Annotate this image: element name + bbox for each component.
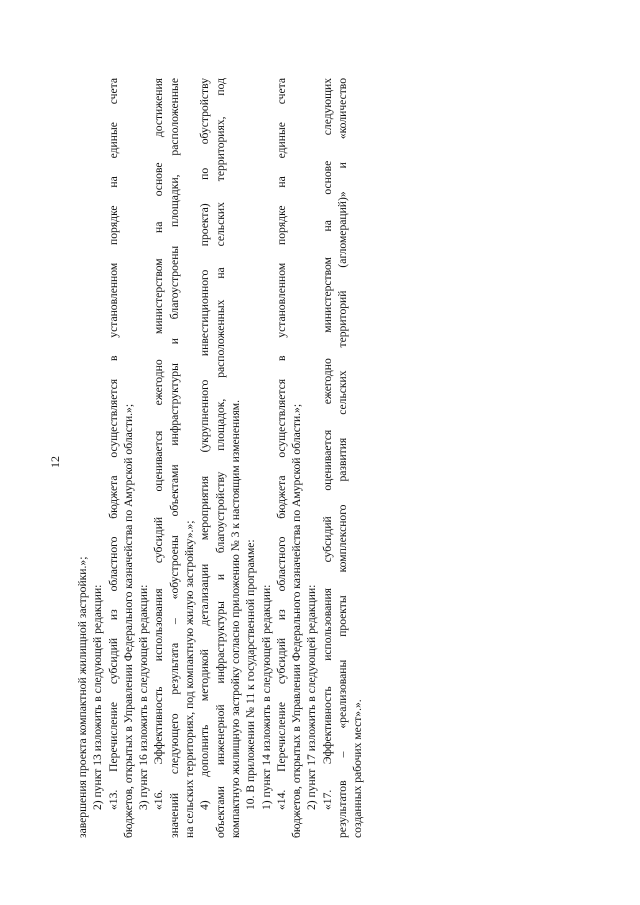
text-line: 10. В приложении № 11 к государственной программе: (244, 539, 258, 810)
text-line: «17. Эффективность использования субсидий оценивается ежегодно министерством на основе следующих (320, 78, 334, 810)
text-line: 4) дополнить методикой детализации мероприятия (укрупненного инвестиционного проекта) по обустройству (198, 78, 212, 810)
document-body (75, 58, 366, 838)
text-line: «16. Эффективность использования субсидий оценивается ежегодно министерством на основе достижения (152, 78, 166, 810)
text-line: значений следующего результата – «обустроены объектами инфраструктуры и благоустроены площадки, расположенные (167, 78, 181, 838)
text-line: созданных рабочих мест».». (351, 699, 365, 838)
text-line: завершения проекта компактной жилищной застройки.»; (76, 556, 89, 838)
text-line: «13. Перечисление субсидий из областного бюджета осуществляется в установленном порядке на единые счета (106, 78, 120, 810)
text-line: 3) пункт 16 изложить в следующей редакции: (137, 584, 151, 810)
text-line: 2) пункт 17 изложить в следующей редакции: (305, 584, 319, 810)
text-line: компактную жилищную застройку согласно приложению № 3 к настоящим изменениям. (228, 399, 242, 838)
text-line: бюджетов, открытых в Управлении Федерального казначейства по Амурской области.»; (290, 403, 304, 838)
text-line: «14. Перечисление субсидий из областного бюджета осуществляется в установленном порядке на единые счета (274, 78, 288, 810)
text-line: бюджетов, открытых в Управлении Федерального казначейства по Амурской области.»; (121, 403, 135, 838)
text-line: 2) пункт 13 изложить в следующей редакции: (91, 584, 105, 810)
text-line: объектами инженерной инфраструктуры и благоустройству площадок, расположенных на сельских территориях, под (213, 78, 227, 838)
text-line: на сельских территориях, под компактную жилую застройку».»; (183, 520, 197, 838)
text-line: результатов – «реализованы проекты комплексного развития сельских территорий (агломераций)» и «количество (336, 78, 350, 838)
page-number: 12 (48, 456, 62, 468)
text-line: 1) пункт 14 изложить в следующей редакции: (259, 584, 273, 810)
